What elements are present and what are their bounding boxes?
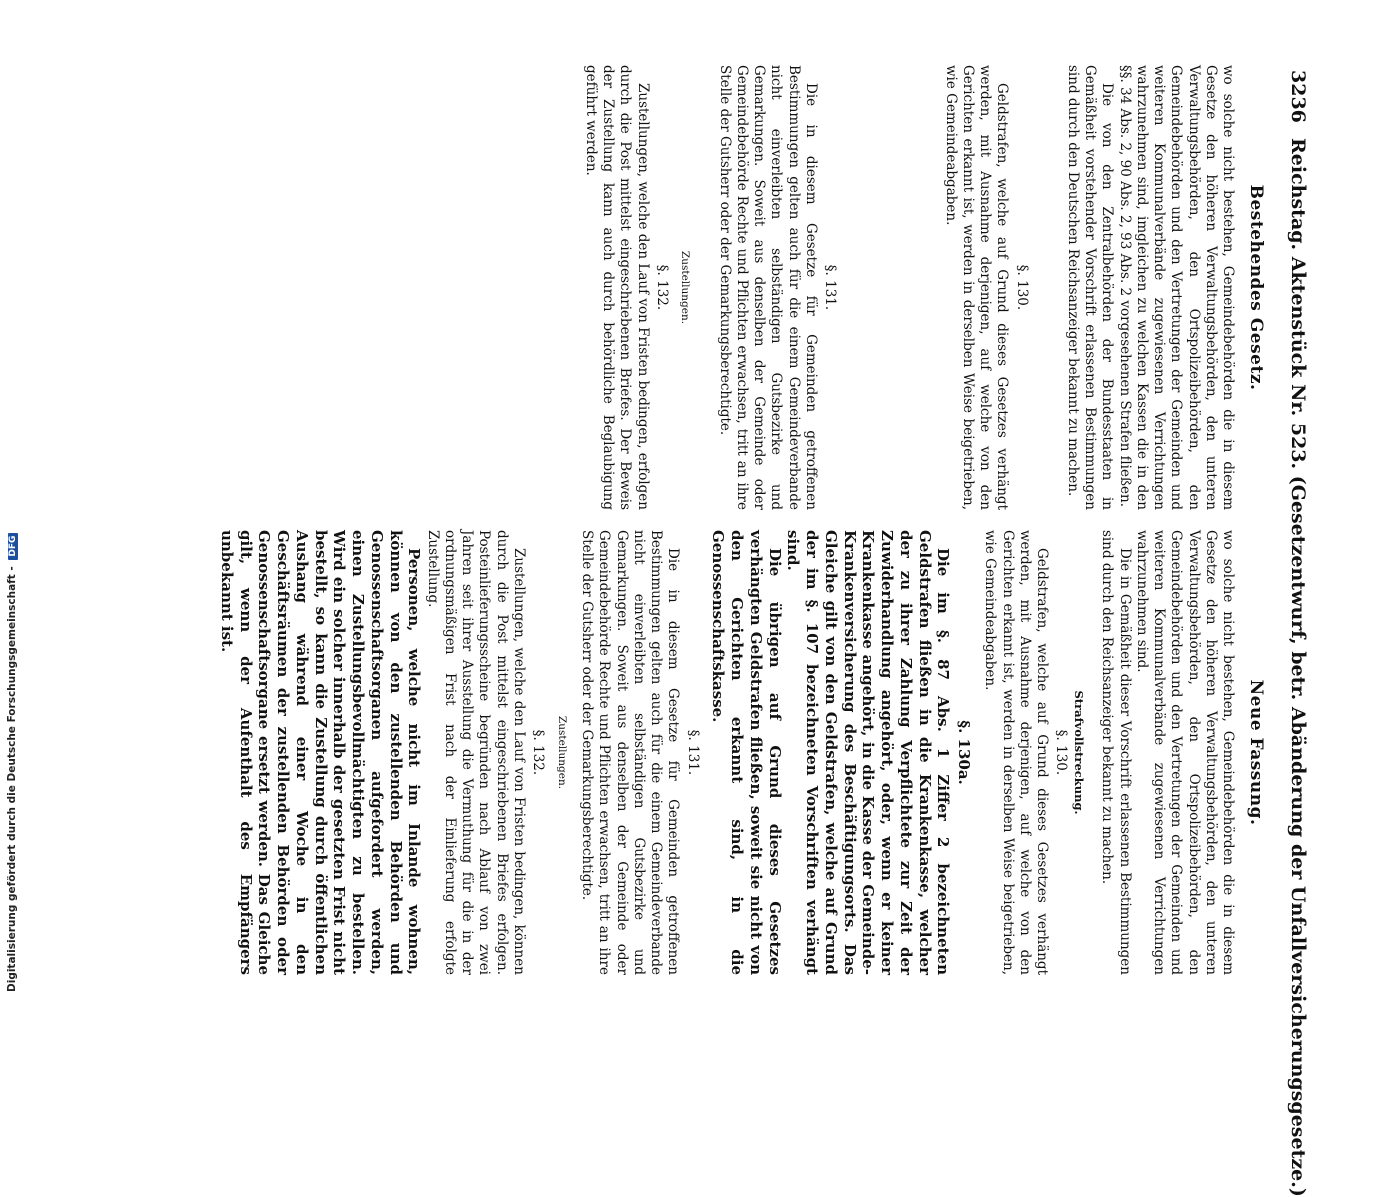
paragraph: wo solche nicht bestehen, Gemeindebehörden die in diesem Gesetze den höheren Verwaltungsbehörden, den unteren Verwaltungsbehörden, den Ortspolizeibehörden, den Gemeindebehörden und den Vertretungen der Gemeinden und weiteren Kommunalverbände zugewiesenen Verrichtungen wahrzunehmen sind, imgleichen zu welchen Kassen die in den §§. 34 Abs. 2, 90 Abs. 2, 93 Abs. 2 vorgesehenen Strafen fließen. — [1116, 65, 1237, 510]
paragraph: Die in Gemäßheit dieser Vorschrift erlassenen Bestimmungen sind durch den Reichsanzeiger bekannt zu machen. — [1099, 530, 1133, 975]
column-new-version — [217, 530, 1266, 975]
paragraph: Zustellungen, welche den Lauf von Fristen bedingen, erfolgen durch die Post mittelst eingeschriebenen Briefes. Der Beweis der Zustellung kann auch durch behördliche Beglaubigung geführt werden. — [582, 65, 651, 510]
running-title: Reichstag. Aktenstück Nr. 523. (Gesetzentwurf, betr. Abänderung der Unfallversicherungsgesetze.) — [1287, 138, 1309, 1197]
column-existing-law — [582, 65, 1266, 510]
paragraph: Die von den Zentralbehörden der Bundesstaaten in Gemäßheit vorstehender Vorschrift erlassenen Bestimmungen sind durch den Deutschen Reichsanzeiger bekannt zu machen. — [1064, 65, 1116, 510]
section-heading: §. 131. — [822, 264, 839, 311]
paragraph: Die in diesem Gesetze für Gemeinden getroffenen Bestimmungen gelten auch für die einem Gemeindeverbande nicht einverleibten selbständigen Gutsbezirke und Gemarkungen. Soweit aus denselben der Gemeinde oder Gemeindebehörde Rechte und Pflichten erwachsen, tritt an ihre Stelle der Gutsherr oder der Gemarkungsberechtigte. — [578, 530, 682, 975]
paragraph: Geldstrafen, welche auf Grund dieses Gesetzes verhängt werden, mit Ausnahme derjenigen, auf welche von den Gerichten erkannt ist, werden in derselben Weise beigetrieben, wie Gemeindeabgaben. — [982, 530, 1051, 975]
side-heading: Zustellungen. — [679, 250, 692, 325]
digitization-footer — [6, 533, 18, 992]
side-heading: Zustellungen. — [555, 715, 568, 790]
section-heading: §. 130. — [1013, 264, 1030, 311]
rotated-page-content — [160, 60, 1310, 1197]
section-heading: §. 131. — [684, 729, 701, 776]
side-heading: Strafvollstreckung. — [1072, 690, 1087, 815]
column-title-new: Neue Fassung. — [1246, 679, 1266, 826]
dfg-logo: DFG — [8, 533, 18, 560]
page-number: 3236 — [1287, 70, 1309, 123]
page-header — [1280, 60, 1310, 1197]
column-title-existing: Bestehendes Gesetz. — [1246, 184, 1266, 391]
section-heading: §. 132. — [653, 264, 670, 311]
section-heading-bold: §. 130a. — [955, 720, 974, 785]
paragraph: Die in diesem Gesetze für Gemeinden getroffenen Bestimmungen gelten auch für die einem Gemeindeverbande nicht einverleibten selbständigen Gutsbezirke und Gemarkungen. Soweit aus denselben der Gemeinde oder Gemeindebehörde Rechte und Pflichten erwachsen, tritt an ihre Stelle der Gutsherr oder der Gemarkungsberechtigte. — [716, 65, 819, 510]
paragraph-bold: Die im §. 87 Abs. 1 Ziffer 2 bezeichneten Geldstrafen fließen in die Krankenkasse, welcher der zu ihrer Zahlung Verpflichtete zur Zeit der Zuwiderhandlung angehört, oder, wenn er keiner Krankenkasse angehört, in die Kasse der Gemeinde-Krankenversicherung des Beschäftigungsorts. Das Gleiche gilt von den Geldstrafen, welche auf Grund der im §. 107 bezeichneten Vorschriften verhängt sind. — [784, 530, 953, 975]
paragraph-bold: Personen, welche nicht im Inlande wohnen, können von den zustellenden Behörden und Genossenschaftsorganen aufgefordert werden, einen Zustellungsbevollmächtigten zu bestellen. Wird ein solcher innerhalb der gesetzten Frist nicht bestellt, so kann die Zustellung durch öffentlichen Aushang während einer Woche in den Geschäftsräumen der zustellenden Behörden oder Genossenschaftsorgane ersetzt werden. Das Gleiche gilt, wenn der Aufenthalt des Empfängers unbekannt ist. — [217, 530, 424, 975]
section-heading: §. 130. — [1053, 729, 1070, 776]
footer-text: Digitalisierung gefördert durch die Deutsche Forschungsgemeinschaft - — [6, 566, 18, 992]
section-heading: §. 132. — [530, 729, 547, 776]
paragraph: wo solche nicht bestehen, Gemeindebehörden die in diesem Gesetze den höheren Verwaltungsbehörden, den unteren Verwaltungsbehörden, den Ortspolizeibehörden, den Gemeindebehörden und den Vertretungen der Gemeinden und weiteren Kommunalverbände zugewiesenen Verrichtungen wahrzunehmen sind. — [1133, 530, 1237, 975]
paragraph: Zustellungen, welche den Lauf von Fristen bedingen, können durch die Post mittelst eingeschriebenen Briefes erfolgen. Posteinlieferungsscheine begründen nach Ablauf von zwei Jahren seit ihrer Ausstellung die Vermuthung für die in der ordnungsmäßigen Frist nach der Einlieferung erfolgte Zustellung. — [424, 530, 528, 975]
paragraph: Geldstrafen, welche auf Grund dieses Gesetzes verhängt werden, mit Ausnahme derjenigen, auf welche von den Gerichten erkannt ist, werden in derselben Weise beigetrieben, wie Gemeindeabgaben. — [942, 65, 1011, 510]
paragraph-bold: Die übrigen auf Grund dieses Gesetzes verhängten Geldstrafen fließen, soweit sie nicht von den Gerichten erkannt sind, in die Genossenschaftskasse. — [709, 530, 784, 975]
